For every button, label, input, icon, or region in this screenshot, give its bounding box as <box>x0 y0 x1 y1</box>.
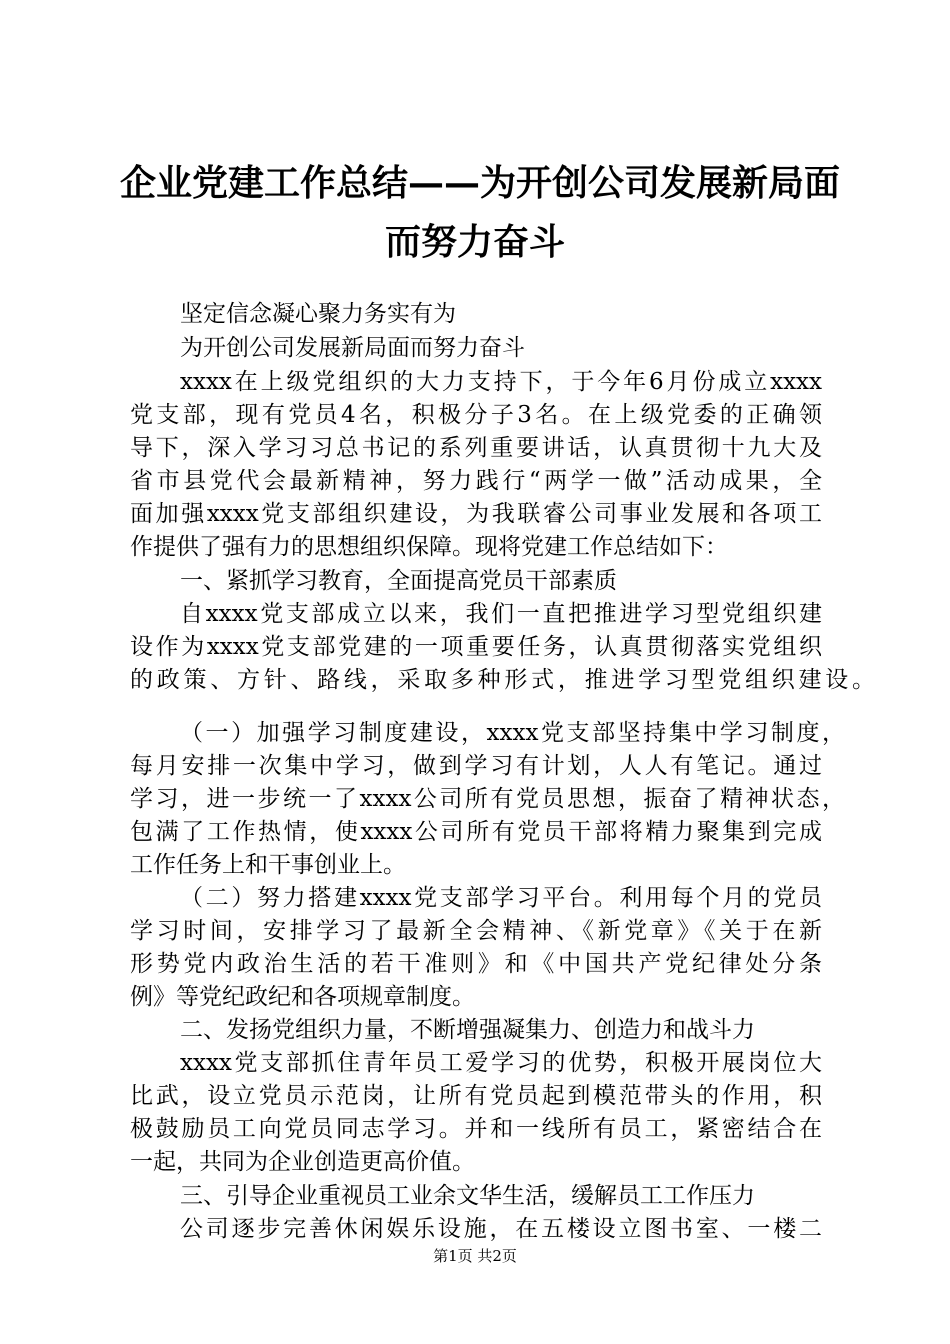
section-heading: 三、引导企业重视员工业余文华生活，缓解员工工作压力 <box>180 1183 755 1209</box>
paragraph-line: xxxx党支部抓住青年员工爱学习的优势，积极开展岗位大 <box>180 1050 822 1076</box>
document-title-line-2: 而努力奋斗 <box>384 221 565 263</box>
document-title-line-1: 企业党建工作总结——为开创公司发展新局面 <box>120 162 841 204</box>
paragraph-line: （二）努力搭建xxxx党支部学习平台。利用每个月的党员 <box>180 885 822 911</box>
paragraph-line: 每月安排一次集中学习，做到学习有计划，人人有笔记。通过 <box>130 753 822 779</box>
paragraph-line: xxxx在上级党组织的大力支持下，于今年6月份成立xxxx <box>180 369 822 395</box>
subtitle-line: 为开创公司发展新局面而努力奋斗 <box>180 335 525 361</box>
paragraph-line: 学习，进一步统一了xxxx公司所有党员思想，振奋了精神状态， <box>130 786 845 812</box>
paragraph-line: 一起，共同为企业创造更高价值。 <box>130 1149 475 1175</box>
paragraph-line: 作提供了强有力的思想组织保障。现将党建工作总结如下： <box>130 534 728 560</box>
paragraph-line: 面加强xxxx党支部组织建设，为我联睿公司事业发展和各项工 <box>130 501 822 527</box>
paragraph-line: 的政策、方针、路线，采取多种形式，推进学习型党组织建设。 <box>130 667 875 693</box>
paragraph-line: 学习时间，安排学习了最新全会精神、《新党章》《关于在新 <box>130 918 822 944</box>
section-heading: 一、紧抓学习教育，全面提高党员干部素质 <box>180 568 617 594</box>
paragraph-line: 包满了工作热情，使xxxx公司所有党员干部将精力聚集到完成 <box>130 819 822 845</box>
paragraph-line: 公司逐步完善休闲娱乐设施，在五楼设立图书室、一楼二 <box>180 1216 822 1242</box>
subtitle-line: 坚定信念凝心聚力务实有为 <box>180 301 456 327</box>
paragraph-line: 党支部，现有党员4名，积极分子3名。在上级党委的正确领 <box>130 402 822 428</box>
section-heading: 二、发扬党组织力量，不断增强凝集力、创造力和战斗力 <box>180 1017 755 1043</box>
paragraph-line: 自xxxx党支部成立以来，我们一直把推进学习型党组织建 <box>180 601 822 627</box>
paragraph-line: 设作为xxxx党支部党建的一项重要任务，认真贯彻落实党组织 <box>130 634 822 660</box>
paragraph-line: 例》等党纪政纪和各项规章制度。 <box>130 984 475 1010</box>
page-number-footer: 第1页 共2页 <box>433 1247 517 1265</box>
paragraph-line: 极鼓励员工向党员同志学习。并和一线所有员工，紧密结合在 <box>130 1116 822 1142</box>
paragraph-line: 导下，深入学习习总书记的系列重要讲话，认真贯彻十九大及 <box>130 435 822 461</box>
paragraph-line: 比武，设立党员示范岗，让所有党员起到模范带头的作用，积 <box>130 1083 822 1109</box>
paragraph-line: 形势党内政治生活的若干准则》和《中国共产党纪律处分条 <box>130 951 822 977</box>
paragraph-line: 工作任务上和干事创业上。 <box>130 852 406 878</box>
paragraph-line: 省市县党代会最新精神，努力践行“两学一做”活动成果，全 <box>130 468 822 494</box>
paragraph-line: （一）加强学习制度建设，xxxx党支部坚持集中学习制度， <box>180 720 845 746</box>
